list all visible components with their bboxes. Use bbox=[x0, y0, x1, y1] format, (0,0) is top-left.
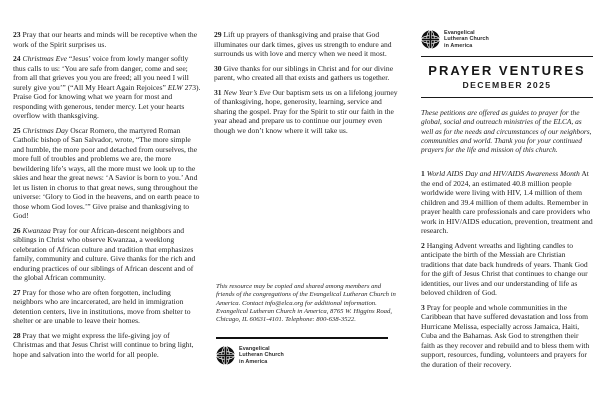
logo-line: Evangelical bbox=[239, 346, 270, 353]
prayer-entry: 23 Pray that our hearts and minds will be receptive when the work of the Spirit surprises us. bbox=[13, 30, 198, 49]
entry-day-label: World AIDS Day and HIV/AIDS Awareness Month bbox=[426, 169, 580, 179]
entry-number: 2 bbox=[421, 240, 425, 250]
prayer-entry: 28 Pray that we might express the life-giving joy of Christmas and that Jesus Christ will continue to bring light, hope and salvation into the world for all people. bbox=[13, 330, 194, 359]
cover-intro-text: These petitions are offered as guides to prayer for the global, social and outreach ministries of the ELCA, as well as for the needs and circumstances of our neighbors, communities and world. Thank you for your continued prayers for the life and mission of this church. bbox=[421, 108, 592, 155]
entry-number: 30 bbox=[214, 63, 222, 73]
elca-logo bbox=[421, 30, 593, 49]
document-subtitle: DECEMBER 2025 bbox=[462, 80, 552, 90]
prayer-entry: 31 New Year’s Eve Our baptism sets us on a lifelong journey of thanksgiving, hope, generosity, learning, service and sharing the gospel. Pray for the Spirit to stir our faith in the year ahead and prepare us to continue our journey even though we don’t know where it will take us. bbox=[214, 87, 398, 135]
document-title: PRAYER VENTURES bbox=[428, 63, 586, 78]
title-bottom-rule bbox=[421, 97, 593, 98]
prayer-entry: 24 Christmas Eve “Jesus’ voice from lowly manger softly thus calls to us: ‘You are safe from danger, come and see; from all that grieves you you are freed; all you need I will surely give you’” (“All My Heart Again Rejoices” ELW 273). Praise God for knowing what we yearn for most and responding with generous, tender mercy. Let your hearts overflow with thanksgiving. bbox=[13, 54, 201, 120]
title-block bbox=[421, 57, 593, 97]
copyright-disclaimer: This resource may be copied and shared among members and friends of the congregations of the Evangelical Lutheran Church in America. Contact info@elca.org for additional information. Evangelical Lutheran Church in America, 8765 W. Higgins Road, Chicago, IL 60631-4101. Telephone: 800-638-3522. bbox=[216, 283, 396, 324]
prayer-entry: 30 Give thanks for our siblings in Christ and for our divine parent, who created all that exists and gathers us together. bbox=[214, 63, 394, 82]
prayer-entry: 26 Kwanzaa Pray for our African-descent neighbors and siblings in Christ who observe Kwanzaa, a weeklong celebration of African culture and tradition that emphasizes family, community and culture. Give thanks for the rich and enduring practices of our siblings of African descent and of the global African community. bbox=[13, 225, 196, 282]
prayer-entry: 2 Hanging Advent wreaths and lighting candles to anticipate the birth of the Messiah are Christian traditions that date back hundreds of years. Thank God for the gift of Jesus Christ that continues to change our identities, our lives and our understanding of life as beloved children of God. bbox=[421, 240, 588, 298]
logo-line: Evangelical bbox=[444, 30, 475, 37]
entry-day-label: Christmas Day bbox=[22, 125, 69, 135]
prayer-entry: 27 Pray for those who are often forgotten, including neighbors who are incarcerated, are held in immigration detention centers, live in institutions, move from shelter to shelter or are unable to leave their homes. bbox=[13, 287, 191, 325]
entry-number: 28 bbox=[13, 330, 21, 340]
prayer-entry: 1 World AIDS Day and HIV/AIDS Awareness Month At the end of 2024, an estimated 40.8 million people worldwide were living with HIV, 1.4 million of them children and 39.4 million of them adults. Remember in prayer health care professionals and care providers who work in HIV/AIDS education, prevention, treatment and research. bbox=[421, 169, 593, 236]
logo-line: in America bbox=[444, 42, 473, 49]
panel-cover bbox=[421, 30, 593, 374]
prayer-entry: 3 Pray for people and whole communities in the Caribbean that have suffered devastation and loss from Hurricane Melissa, especially across Jamaica, Haiti, Cuba and the Bahamas. Ask God to strengthen their faith as they recover and rebuild and to bless them with support, resources, funding, volunteers and prayers for the duration of their recovery. bbox=[421, 302, 590, 369]
elca-logo-text bbox=[444, 30, 489, 49]
prayer-entry: 29 Lift up prayers of thanksgiving and praise that God illuminates our dark times, gives us strength to endure and surrounds us with love and mercy when we need it most. bbox=[214, 30, 392, 58]
entry-number: 1 bbox=[421, 169, 425, 179]
panel-middle bbox=[214, 30, 398, 140]
entry-day-label: New Year’s Eve bbox=[223, 87, 271, 97]
elca-logo-text bbox=[239, 346, 284, 365]
entry-number: 27 bbox=[13, 287, 21, 297]
entry-day-label: Christmas Eve bbox=[22, 54, 68, 63]
panel-left bbox=[13, 30, 202, 364]
logo-line: in America bbox=[239, 358, 268, 365]
footer-logo-block bbox=[216, 337, 388, 365]
entry-number: 25 bbox=[13, 125, 21, 135]
logo-line: Lutheran Church bbox=[444, 36, 489, 43]
entry-number: 3 bbox=[421, 302, 425, 312]
cover-entries bbox=[421, 169, 593, 369]
entry-number: 26 bbox=[13, 225, 21, 235]
logo-line: Lutheran Church bbox=[239, 352, 284, 359]
divider bbox=[216, 337, 388, 339]
entry-day-label: Kwanzaa bbox=[22, 225, 51, 235]
elca-cross-globe-icon bbox=[216, 346, 235, 365]
entry-number: 23 bbox=[13, 30, 21, 39]
entry-number: 29 bbox=[214, 30, 222, 39]
entry-number: 31 bbox=[214, 87, 222, 97]
elca-logo bbox=[216, 346, 388, 365]
entry-number: 24 bbox=[13, 54, 21, 63]
prayer-entry: 25 Christmas Day Oscar Romero, the martyred Roman Catholic bishop of San Salvador, wrote, “The more simple and humble, the more poor and detached from ourselves, the more full of troubles and problems we are, the more bewildering life’s ways, all the more must we look up to the skies and hear the great news: ‘A Savior is born to you.’ And let us listen in chorus to that great news, sung throughout the universe: ‘Glory to God in the heavens, and on earth peace to those whom God loves.’” Give praise and thanksgiving to God! bbox=[13, 125, 200, 220]
elca-cross-globe-icon bbox=[421, 30, 440, 49]
